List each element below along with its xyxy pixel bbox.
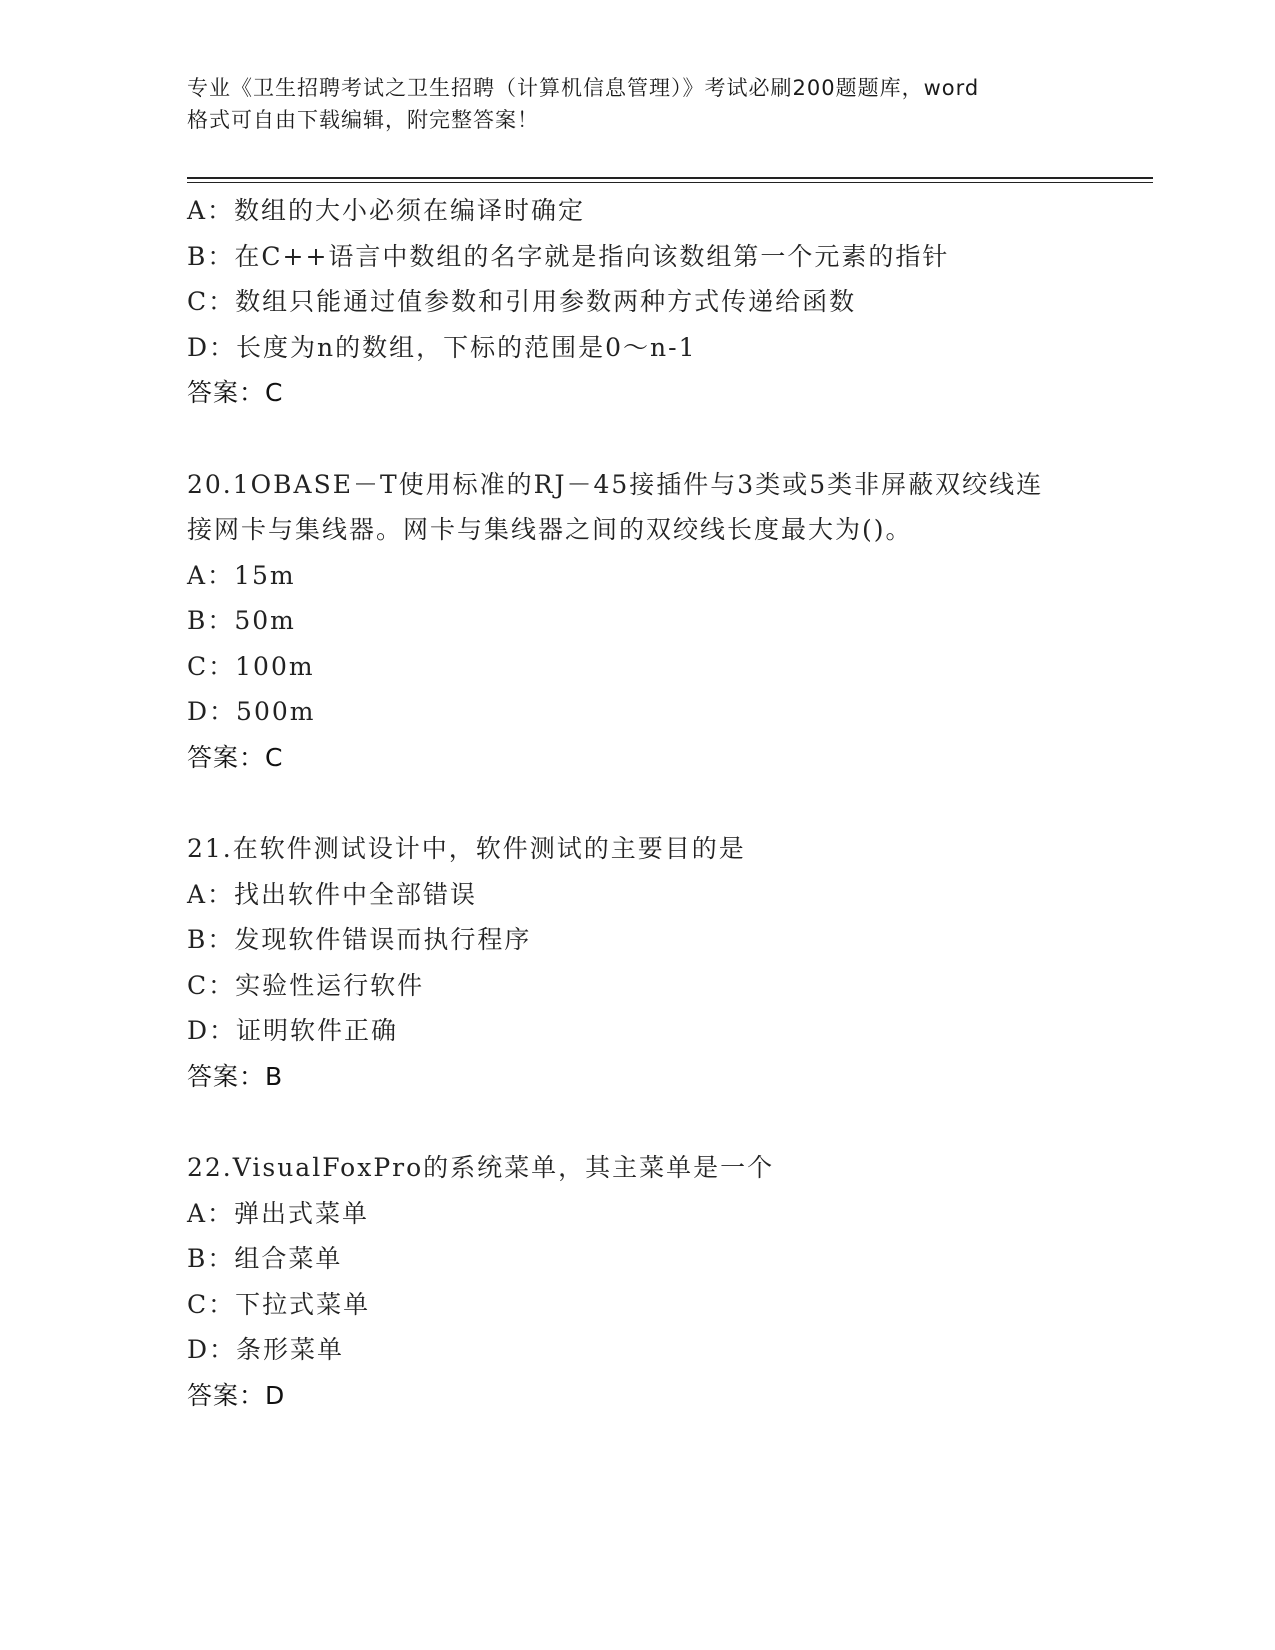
- option-c: C：下拉式菜单: [187, 1289, 371, 1319]
- header-rule-thin: [187, 182, 1153, 183]
- option-c: C：100m: [187, 651, 315, 681]
- question-block: [187, 826, 1153, 1099]
- header-line-2: 格式可自由下载编辑，附完整答案！: [187, 108, 539, 132]
- question-stem: 22.VisualFoxPro的系统菜单，其主菜单是一个: [187, 1153, 775, 1182]
- question-stem-continued: 接网卡与集线器。网卡与集线器之间的双绞线长度最大为()。: [187, 515, 913, 544]
- option-b: B：50m: [187, 606, 296, 635]
- answer-line: 答案：D: [187, 1380, 286, 1410]
- option-a: A：找出软件中全部错误: [187, 879, 478, 909]
- option-d: D：条形菜单: [187, 1335, 345, 1364]
- question-stem: 21.在软件测试设计中，软件测试的主要目的是: [187, 834, 746, 863]
- document-header: [187, 72, 1087, 136]
- option-b: B：发现软件错误而执行程序: [187, 925, 532, 954]
- answer-line: 答案：B: [187, 1061, 284, 1091]
- answer-line: 答案：C: [187, 378, 284, 407]
- option-a: A：弹出式菜单: [187, 1198, 370, 1228]
- option-c: C：实验性运行软件: [187, 970, 425, 1000]
- option-b: B：组合菜单: [187, 1244, 343, 1273]
- option-a: A：数组的大小必须在编译时确定: [187, 196, 586, 225]
- option-c: C：数组只能通过值参数和引用参数两种方式传递给函数: [187, 287, 857, 316]
- option-d: D：长度为n的数组，下标的范围是0～n-1: [187, 332, 697, 362]
- answer-line: 答案：C: [187, 742, 284, 772]
- option-b: B：在C++语言中数组的名字就是指向该数组第一个元素的指针: [187, 241, 950, 271]
- option-a: A：15m: [187, 560, 296, 590]
- question-block: [187, 188, 1153, 416]
- question-list: [187, 188, 1153, 1464]
- question-block: [187, 1145, 1153, 1418]
- option-d: D：证明软件正确: [187, 1016, 399, 1045]
- question-block: [187, 462, 1153, 781]
- header-line-1: 专业《卫生招聘考试之卫生招聘（计算机信息管理）》考试必刷200题题库，word: [187, 76, 980, 100]
- question-stem: 20.1OBASE－T使用标准的RJ－45接插件与3类或5类非屏蔽双绞线连: [187, 469, 1044, 499]
- header-rule-thick: [187, 177, 1153, 179]
- option-d: D：500m: [187, 697, 316, 726]
